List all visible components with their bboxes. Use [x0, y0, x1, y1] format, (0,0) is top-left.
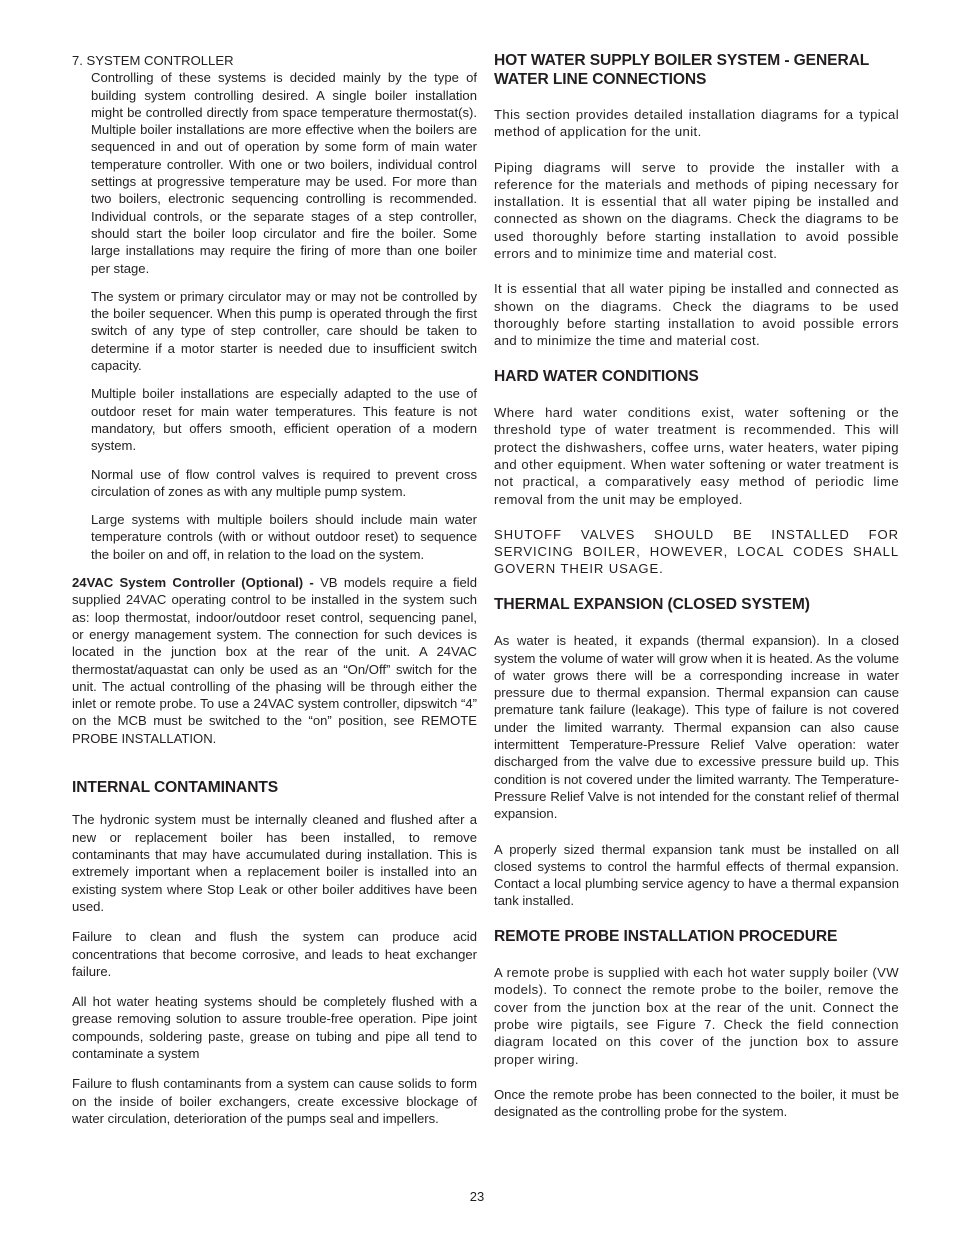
internal-contaminants-paragraph-2: Failure to clean and flush the system can produce acid concentrations that become corrosive, and leads to heat exchanger failure. — [72, 929, 477, 979]
system-controller-heading: 7. SYSTEM CONTROLLER — [72, 53, 234, 68]
hard-water-heading: HARD WATER CONDITIONS — [494, 367, 699, 385]
hard-water-paragraph-2: SHUTOFF VALVES SHOULD BE INSTALLED FOR SERVICING BOILER, HOWEVER, LOCAL CODES SHALL GOVERN THEIR USAGE. — [494, 526, 899, 577]
system-controller-paragraph-1: Controlling of these systems is decided mainly by the type of building system controlling desired. A single boiler installation might be controlled directly from space temperature thermostat(s). Multiple boiler installations are more effective when the boilers are sequenced in and out of operation by some form of main water temperature controller. With one or two boilers, individual control settings at progressive temperature may be used. For more than two boilers, electronic sequencing controlling is recommended. Individual controls, or the separate stages of a step controller, should start the boiler loop circulator and fire the boiler. Some large installations may require the firing of more than one boiler per stage. — [91, 70, 477, 276]
remote-probe-heading: REMOTE PROBE INSTALLATION PROCEDURE — [494, 927, 838, 945]
hot-water-supply-heading: HOT WATER SUPPLY BOILER SYSTEM - GENERAL WATER LINE CONNECTIONS — [494, 52, 869, 88]
thermal-expansion-paragraph-1: As water is heated, it expands (thermal expansion). In a closed system the volume of water will grow when it is heated. As the volume of water grows there will be a corresponding increase in water pressure due to thermal expansion. Thermal expansion can cause premature tank failure (leakage). This type of failure is not covered under the limited warranty. Thermal expansion can also cause intermittent Temperature-Pressure Relief Valve operation: water discharged from the valve due to excessive pressure build up. This condition is not covered under the limited warranty. The Temperature-Pressure Relief Valve is not intended for the constant relief of thermal expansion. — [494, 633, 899, 822]
internal-contaminants-paragraph-3: All hot water heating systems should be completely flushed with a grease removing solution to assure trouble-free operation. Pipe joint compounds, soldering paste, grease on tubing and pipe all tend to contaminate a system — [72, 994, 477, 1062]
page-number: 23 — [469, 1189, 485, 1204]
internal-contaminants-paragraph-4: Failure to flush contaminants from a system can cause solids to form on the inside of boiler exchangers, create excessive blockage of water circulation, deterioration of the pumps seal and impellers. — [72, 1076, 477, 1126]
system-controller-paragraph-5: Large systems with multiple boilers should include main water temperature controls (with or without outdoor reset) to sequence the boiler on and off, in relation to the load on the system. — [91, 512, 477, 562]
hot-water-supply-paragraph-1: This section provides detailed installation diagrams for a typical method of application for the unit. — [494, 107, 899, 140]
hot-water-supply-paragraph-2: Piping diagrams will serve to provide the installer with a reference for the materials and methods of piping necessary for installation. It is essential that all water piping be installed and connected as shown on the diagrams. Check the diagrams to be used thoroughly before starting installation to avoid possible errors and to minimize time and material cost. — [494, 159, 899, 262]
system-controller-paragraph-4: Normal use of flow control valves is required to prevent cross circulation of zones as with any multiple pump system. — [91, 466, 477, 499]
vac-controller-text: VB models require a field supplied 24VAC operating control to be installed in the system such as: loop thermostat, indoor/outdoor reset control, sequencing panel, or energy management system. The connection for such devices is located in the junction box at the rear of the unit. A 24VAC thermostat/aquastat can only be used as an “On/Off” switch for the unit. The actual controlling of the phasing will be through either the inlet or remote probe. To use a 24VAC system controller, dipswitch “4” on the MCB must be switched to the “on” position, see REMOTE PROBE INSTALLATION. — [72, 575, 477, 746]
system-controller-body — [72, 69, 477, 563]
hard-water-paragraph-1: Where hard water conditions exist, water softening or the threshold type of water treatment is recommended. This will protect the dishwashers, coffee urns, water heaters, water piping and other equipment. When water softening or water treatment is not practical, a comparatively easy method of periodic lime removal from the unit may be employed. — [494, 405, 899, 507]
left-column — [72, 52, 477, 1140]
vac-controller-paragraph — [72, 574, 477, 747]
internal-contaminants-paragraph-1: The hydronic system must be internally cleaned and flushed after a new or replacement boiler has been installed, to remove contaminants that may have accumulated during installation. This is extremely important when a replacement boiler is installed into an existing system where Stop Leak or other boiler additives have been used. — [72, 812, 477, 914]
hot-water-supply-paragraph-3: It is essential that all water piping be installed and connected as shown on the diagrams. Check the diagrams to be used thoroughly before starting installation to avoid possible errors and to minimize the time and material cost. — [494, 281, 899, 349]
right-column — [494, 52, 899, 1139]
vac-controller-lead: 24VAC System Controller (Optional) - — [72, 575, 314, 591]
remote-probe-paragraph-2: Once the remote probe has been connected to the boiler, it must be designated as the controlling probe for the system. — [494, 1086, 899, 1120]
internal-contaminants-heading: INTERNAL CONTAMINANTS — [72, 778, 279, 796]
remote-probe-paragraph-1: A remote probe is supplied with each hot water supply boiler (VW models). To connect the remote probe to the boiler, remove the cover from the junction box at the rear of the unit. Connect the probe wire pigtails, see Figure 7. Check the field connection diagram located on this cover of the junction box to assure proper wiring. — [494, 965, 899, 1067]
system-controller-paragraph-2: The system or primary circulator may or may not be controlled by the boiler sequencer. When this pump is operated through the first switch of any type of step controller, care should be taken to determine if a motor starter is needed due to insufficient switch capacity. — [91, 288, 477, 374]
thermal-expansion-heading: THERMAL EXPANSION (CLOSED SYSTEM) — [494, 595, 810, 613]
system-controller-paragraph-3: Multiple boiler installations are especially adapted to the use of outdoor reset for main water temperatures. This feature is not mandatory, but offers smooth, efficient operation of a modern system. — [91, 386, 477, 454]
thermal-expansion-paragraph-2: A properly sized thermal expansion tank must be installed on all closed systems to control the harmful effects of thermal expansion. Contact a local plumbing service agency to have a thermal expansion tank installed. — [494, 841, 899, 909]
